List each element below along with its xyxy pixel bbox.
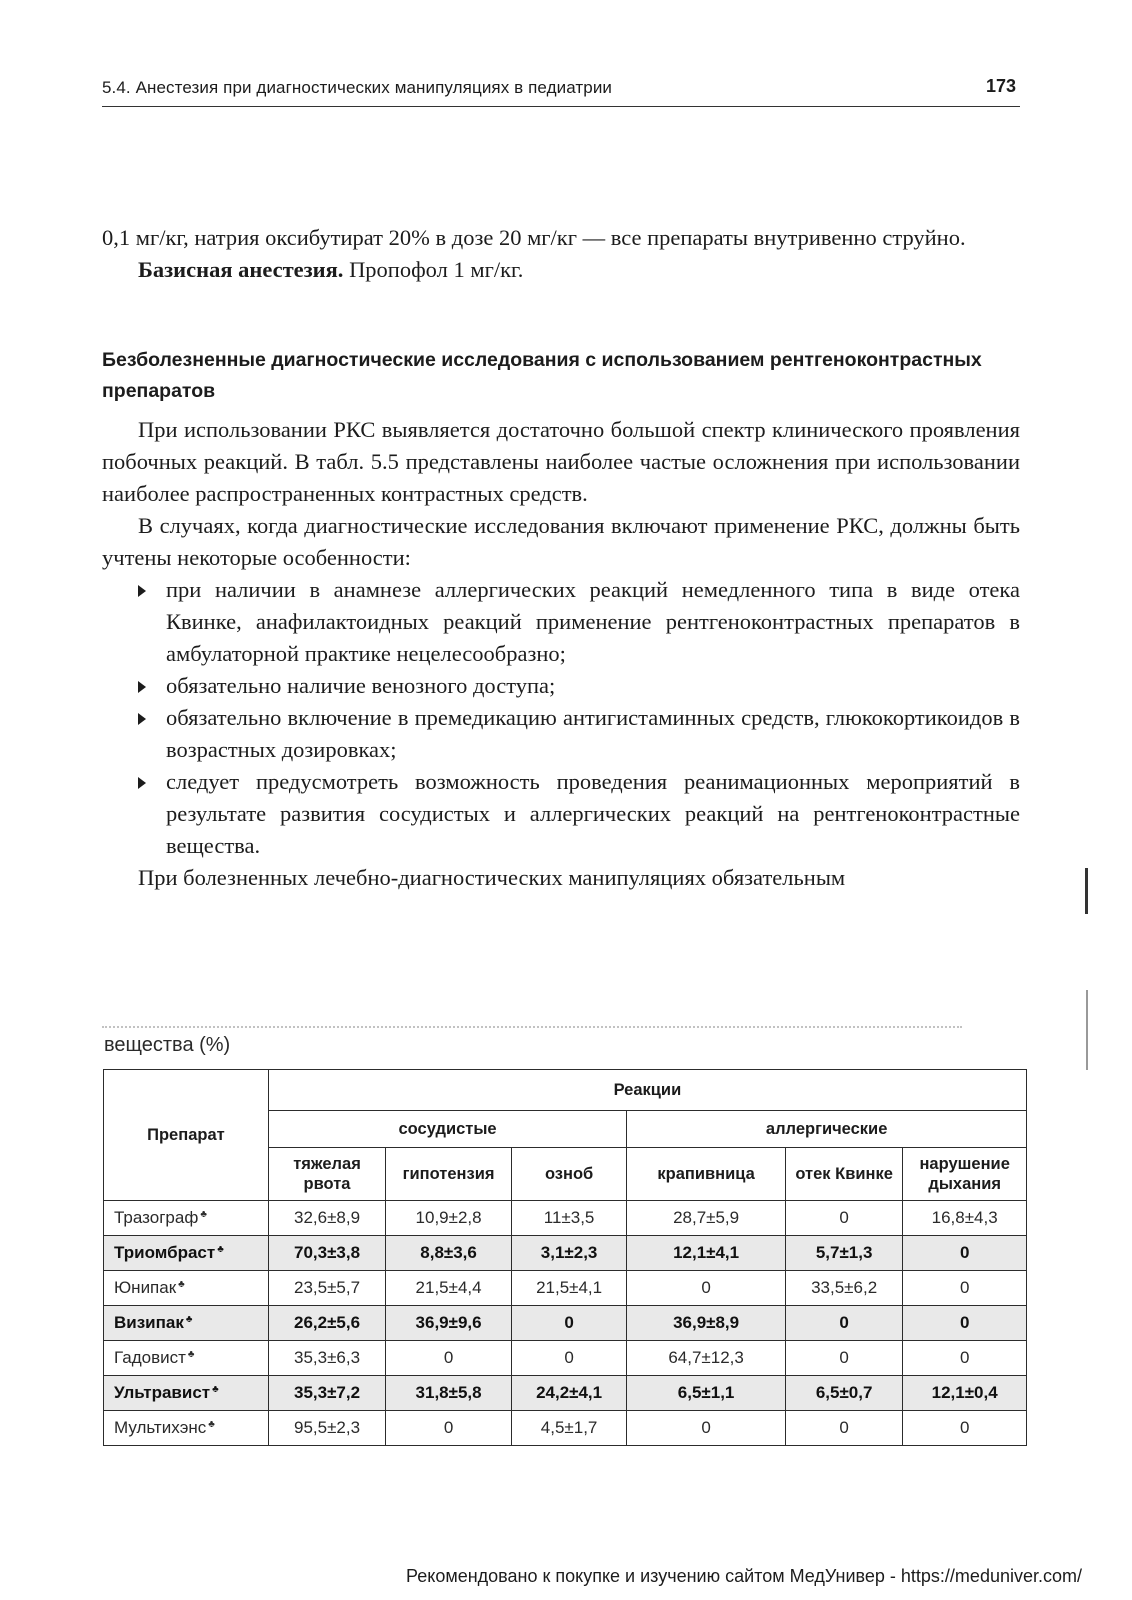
value-cell: 10,9±2,8 xyxy=(386,1201,512,1236)
paragraph-3: При болезненных лечебно-диагностических манипуляциях обязательным xyxy=(138,865,846,890)
column-header: отек Квинке xyxy=(785,1148,902,1201)
basic-anesthesia-text: Пропофол 1 мг/кг. xyxy=(343,257,524,282)
section-heading: Безболезненные диагностические исследования с использованием рентгеноконтрастных препаратов xyxy=(102,349,982,402)
value-cell: 11±3,5 xyxy=(511,1201,626,1236)
intro-block xyxy=(102,222,1020,286)
table-body xyxy=(104,1201,1027,1446)
club-mark-icon: ♣ xyxy=(187,1349,195,1360)
value-cell: 5,7±1,3 xyxy=(785,1236,902,1271)
table-row xyxy=(104,1376,1027,1411)
value-cell: 35,3±7,2 xyxy=(268,1376,385,1411)
paragraph-2: В случаях, когда диагностические исследования включают применение РКС, должны быть учтены некоторые особенности: xyxy=(102,513,1020,570)
bullet-arrow-icon xyxy=(138,713,146,725)
drug-name: Ультравист xyxy=(114,1383,211,1402)
value-cell: 0 xyxy=(627,1271,786,1306)
column-header: нарушение дыхания xyxy=(903,1148,1027,1201)
page-number: 173 xyxy=(985,76,1016,96)
group-header-vascular: сосудистые xyxy=(268,1111,626,1148)
bullet-arrow-icon xyxy=(138,585,146,597)
value-cell: 33,5±6,2 xyxy=(785,1271,902,1306)
drug-name-cell xyxy=(104,1201,269,1236)
value-cell: 0 xyxy=(386,1411,512,1446)
bullet-item: обязательно наличие венозного доступа; xyxy=(102,670,1020,702)
value-cell: 16,8±4,3 xyxy=(903,1201,1027,1236)
club-mark-icon: ♣ xyxy=(212,1384,219,1395)
drug-name-cell xyxy=(104,1376,269,1411)
drug-name-cell xyxy=(104,1341,269,1376)
bullet-item: обязательно включение в премедикацию антигистаминных средств, глюкокортикоидов в возрастных дозировках; xyxy=(102,702,1020,766)
table-row xyxy=(104,1271,1027,1306)
value-cell: 0 xyxy=(903,1306,1027,1341)
value-cell: 24,2±4,1 xyxy=(511,1376,626,1411)
value-cell: 95,5±2,3 xyxy=(268,1411,385,1446)
value-cell: 64,7±12,3 xyxy=(627,1341,786,1376)
table-row xyxy=(104,1236,1027,1271)
value-cell: 0 xyxy=(785,1341,902,1376)
drug-name: Мультихэнс xyxy=(114,1418,207,1437)
drug-name: Триомбраст xyxy=(114,1243,216,1262)
drug-name: Визипак xyxy=(114,1313,184,1332)
value-cell: 0 xyxy=(785,1411,902,1446)
value-cell: 0 xyxy=(785,1306,902,1341)
value-cell: 36,9±9,6 xyxy=(386,1306,512,1341)
body-text xyxy=(102,414,1020,894)
value-cell: 0 xyxy=(903,1271,1027,1306)
value-cell: 0 xyxy=(511,1341,626,1376)
club-mark-icon: ♣ xyxy=(200,1209,207,1220)
drug-name-cell xyxy=(104,1411,269,1446)
column-header: крапивница xyxy=(627,1148,786,1201)
drug-name: Гадовист xyxy=(114,1348,186,1367)
bullet-arrow-icon xyxy=(138,681,146,693)
value-cell: 23,5±5,7 xyxy=(268,1271,385,1306)
value-cell: 0 xyxy=(627,1411,786,1446)
column-header: тяжелая рвота xyxy=(268,1148,385,1201)
value-cell: 70,3±3,8 xyxy=(268,1236,385,1271)
column-header: озноб xyxy=(511,1148,626,1201)
drug-name: Юнипак xyxy=(114,1278,177,1297)
value-cell: 0 xyxy=(785,1201,902,1236)
value-cell: 32,6±8,9 xyxy=(268,1201,385,1236)
bullet-arrow-icon xyxy=(138,777,146,789)
footer-recommendation: Рекомендовано к покупке и изучению сайтом МедУнивер - https://meduniver.com/ xyxy=(406,1566,1082,1586)
column-header: гипотензия xyxy=(386,1148,512,1201)
drug-name-cell xyxy=(104,1306,269,1341)
value-cell: 4,5±1,7 xyxy=(511,1411,626,1446)
section-title: 5.4. Анестезия при диагностических манипуляциях в педиатрии xyxy=(102,78,613,97)
value-cell: 28,7±5,9 xyxy=(627,1201,786,1236)
value-cell: 12,1±0,4 xyxy=(903,1376,1027,1411)
drug-name: Тразограф xyxy=(114,1208,199,1227)
basic-anesthesia-paragraph xyxy=(102,254,1020,286)
value-cell: 6,5±1,1 xyxy=(627,1376,786,1411)
table-caption: вещества (%) xyxy=(104,1034,231,1056)
table-row xyxy=(104,1341,1027,1376)
reactions-table xyxy=(103,1069,1027,1446)
club-mark-icon: ♣ xyxy=(185,1314,193,1325)
value-cell: 8,8±3,6 xyxy=(386,1236,512,1271)
intro-paragraph: 0,1 мг/кг, натрия оксибутират 20% в дозе 20 мг/кг — все препараты внутривенно струйно. xyxy=(102,225,966,250)
group-header-reactions: Реакции xyxy=(268,1070,1026,1111)
scan-artifact xyxy=(1086,990,1088,1070)
bullet-item: при наличии в анамнезе аллергических реакций немедленного типа в виде отека Квинке, анафилактоидных реакций применение рентгеноконтрастных препаратов в амбулаторной практике нецелесообразно; xyxy=(102,574,1020,670)
club-mark-icon: ♣ xyxy=(208,1419,215,1430)
table-row xyxy=(104,1201,1027,1236)
running-header xyxy=(102,76,1020,107)
value-cell: 0 xyxy=(903,1341,1027,1376)
value-cell: 0 xyxy=(903,1236,1027,1271)
value-cell: 31,8±5,8 xyxy=(386,1376,512,1411)
group-header-allergic: аллергические xyxy=(627,1111,1027,1148)
drug-name-cell xyxy=(104,1236,269,1271)
bullet-list xyxy=(102,574,1020,862)
paragraph-1: При использовании РКС выявляется достаточно большой спектр клинического проявления побочных реакций. В табл. 5.5 представлены наиболее частые осложнения при использовании наиболее распространенных контрастных средств. xyxy=(102,417,1020,506)
value-cell: 0 xyxy=(511,1306,626,1341)
value-cell: 35,3±6,3 xyxy=(268,1341,385,1376)
basic-anesthesia-label: Базисная анестезия. xyxy=(138,257,344,282)
table-row xyxy=(104,1306,1027,1341)
value-cell: 6,5±0,7 xyxy=(785,1376,902,1411)
value-cell: 21,5±4,4 xyxy=(386,1271,512,1306)
value-cell: 12,1±4,1 xyxy=(627,1236,786,1271)
value-cell: 0 xyxy=(386,1341,512,1376)
value-cell: 26,2±5,6 xyxy=(268,1306,385,1341)
value-cell: 0 xyxy=(903,1411,1027,1446)
value-cell: 21,5±4,1 xyxy=(511,1271,626,1306)
club-mark-icon: ♣ xyxy=(217,1244,224,1255)
scan-artifact xyxy=(1085,868,1088,914)
table-row xyxy=(104,1411,1027,1446)
column-header-drug: Препарат xyxy=(104,1070,269,1201)
club-mark-icon: ♣ xyxy=(178,1279,185,1290)
value-cell: 36,9±8,9 xyxy=(627,1306,786,1341)
bullet-item: следует предусмотреть возможность проведения реанимационных мероприятий в результате развития сосудистых и аллергических реакций на рентгеноконтрастные вещества. xyxy=(102,766,1020,862)
cropped-caption-line xyxy=(102,1026,962,1032)
drug-name-cell xyxy=(104,1271,269,1306)
value-cell: 3,1±2,3 xyxy=(511,1236,626,1271)
